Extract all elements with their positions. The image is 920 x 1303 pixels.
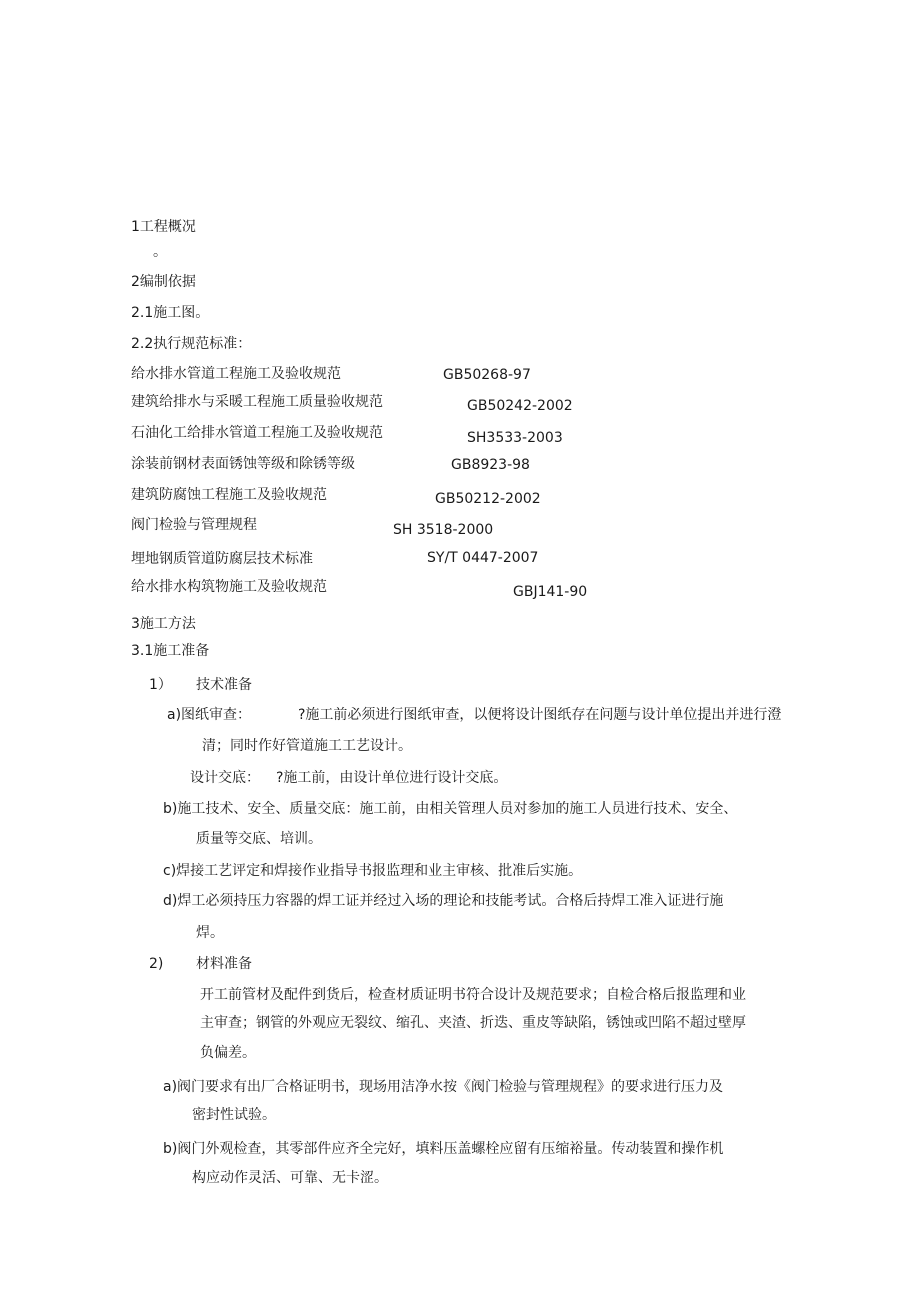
material-prep-number: 2) — [149, 956, 164, 972]
welding-procedure: c)焊接工艺评定和焊接作业指导书报监理和业主审核、批准后实施。 — [163, 863, 583, 879]
material-paragraph-line: 开工前管材及配件到货后，检查材质证明书符合设计及规范要求；自检合格后报监理和业 — [200, 987, 746, 1003]
standard-name: 给水排水构筑物施工及验收规范 — [131, 579, 327, 595]
material-paragraph-line: 主审查；钢管的外观应无裂纹、缩孔、夹渣、折迭、重皮等缺陷，锈蚀或凹陷不超过壁厚 — [200, 1015, 746, 1031]
standard-name: 阀门检验与管理规程 — [131, 517, 257, 533]
drawing-review-text: ?施工前必须进行图纸审查，以便将设计图纸存在问题与设计单位提出并进行澄 — [298, 707, 782, 723]
standard-code: GBJ141-90 — [513, 584, 588, 600]
standard-name: 建筑给排水与采暖工程施工质量验收规范 — [131, 394, 383, 410]
valve-certificate: a)阀门要求有出厂合格证明书，现场用洁净水按《阀门检验与管理规程》的要求进行压力及 — [163, 1079, 724, 1095]
tech-prep-title: 技术准备 — [196, 677, 252, 693]
standard-code: GB50212-2002 — [435, 491, 541, 507]
standard-code: SH 3518-2000 — [393, 522, 494, 538]
standard-code: SH3533-2003 — [467, 430, 563, 446]
standard-code: SY/T 0447-2007 — [427, 550, 539, 566]
valve-inspection-cont: 构应动作灵活、可靠、无卡涩。 — [192, 1170, 388, 1186]
tech-safety-briefing-cont: 质量等交底、培训。 — [196, 831, 322, 847]
section-2-title: 2编制依据 — [131, 274, 196, 290]
tech-prep-number: 1） — [149, 677, 172, 693]
section-3-1: 3.1施工准备 — [131, 643, 210, 659]
material-prep-title: 材料准备 — [196, 956, 252, 972]
tech-safety-briefing: b)施工技术、安全、质量交底：施工前，由相关管理人员对参加的施工人员进行技术、安全、 — [163, 801, 738, 817]
standard-code: GB8923-98 — [451, 457, 530, 473]
standard-name: 给水排水管道工程施工及验收规范 — [131, 366, 341, 382]
standard-name: 埋地钢质管道防腐层技术标准 — [131, 551, 313, 567]
section-3-title: 3施工方法 — [131, 616, 196, 632]
welder-certification: d)焊工必须持压力容器的焊工证并经过入场的理论和技能考试。合格后持焊工准入证进行施 — [163, 893, 724, 909]
design-disclosure-label: 设计交底： — [190, 770, 260, 786]
valve-inspection: b)阀门外观检查，其零部件应齐全完好，填料压盖螺栓应留有压缩裕量。传动装置和操作机 — [163, 1141, 724, 1157]
standard-name: 建筑防腐蚀工程施工及验收规范 — [131, 487, 327, 503]
section-1-body: 。 — [153, 244, 167, 260]
standard-code: GB50268-97 — [443, 367, 531, 383]
welder-certification-cont: 焊。 — [196, 925, 224, 941]
drawing-review-text-cont: 清；同时作好管道施工工艺设计。 — [202, 738, 412, 754]
section-1-title: 1工程概况 — [131, 219, 196, 235]
standard-name: 涂装前钢材表面锈蚀等级和除锈等级 — [131, 456, 355, 472]
section-2-1: 2.1施工图。 — [131, 305, 210, 321]
design-disclosure-text: ?施工前，由设计单位进行设计交底。 — [276, 770, 508, 786]
drawing-review-label: a)图纸审查： — [167, 707, 252, 723]
valve-certificate-cont: 密封性试验。 — [192, 1107, 276, 1123]
section-2-2: 2.2执行规范标准： — [131, 336, 252, 352]
material-paragraph-line: 负偏差。 — [200, 1045, 256, 1061]
standard-name: 石油化工给排水管道工程施工及验收规范 — [131, 425, 383, 441]
standard-code: GB50242-2002 — [467, 398, 573, 414]
